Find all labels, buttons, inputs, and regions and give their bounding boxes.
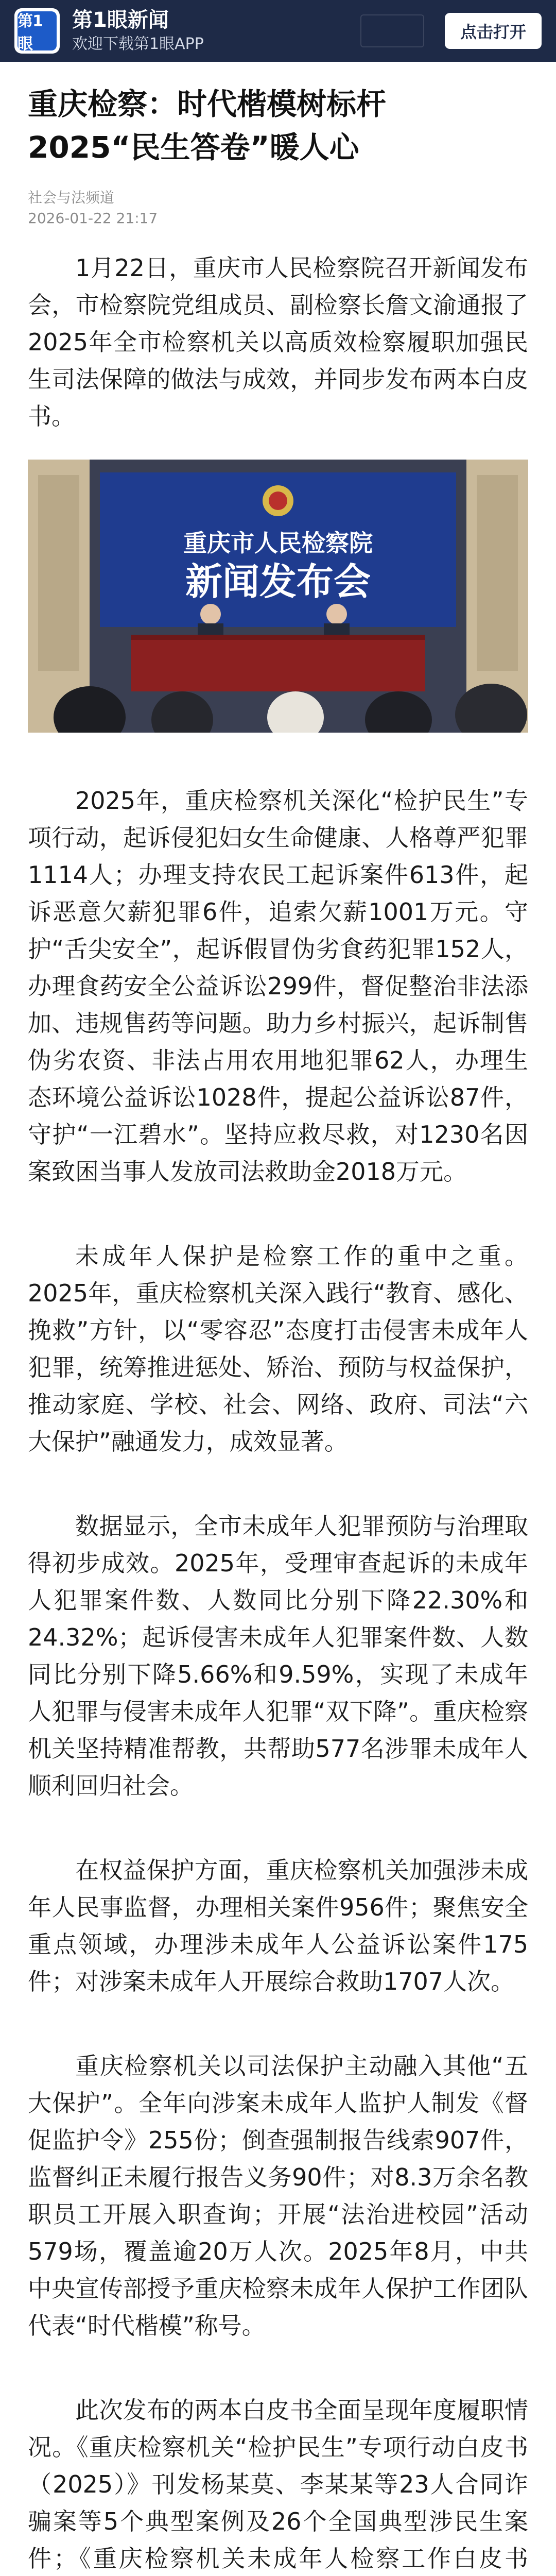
backdrop-subtitle: 新闻发布会 — [185, 560, 371, 603]
paragraph: 重庆检察机关以司法保护主动融入其他“五大保护”。全年向涉案未成年人监护人制发《督促监护令》255份；倒查强制报告线索907件，监督纠正未履行报告义务90件；对8.3万余名教职员工开展入职查询；开展“法治进校园”活动579场，覆盖逾20万人次。2025年8月，中共中央宣传部授予重庆检察未成年人保护工作团队代表“时代楷模”称号。 — [28, 2052, 528, 2340]
press-conference-illustration — [28, 460, 528, 733]
app-name: 第1眼新闻 — [72, 8, 169, 32]
paragraph: 在权益保护方面，重庆检察机关加强涉未成年人民事监督，办理相关案件956件；聚焦安全重点领域，办理涉未成年人公益诉讼案件175件；对涉案未成年人开展综合救助1707人次。 — [28, 1856, 528, 1995]
app-download-banner — [0, 0, 556, 62]
article-title: 重庆检察：时代楷模树标杆 2025“民生答卷”暖人心 — [28, 87, 387, 165]
paragraph: 此次发布的两本白皮书全面呈现年度履职情况。《重庆检察机关“检护民生”专项行动白皮书（2025）》刊发杨某莫、李某某等23人合同诈骗案等5个典型案例及26个全国典型涉民生案件；《重庆检察机关未成年人检察工作白皮书 — [28, 2396, 528, 2572]
press-conference-photo — [28, 460, 528, 733]
article-date: 2026-01-22 21:17 — [28, 210, 158, 227]
backdrop-title: 重庆市人民检察院 — [183, 529, 373, 557]
app-tagline: 欢迎下载第1眼APP — [72, 35, 204, 53]
paragraph: 1月22日，重庆市人民检察院召开新闻发布会，市检察院党组成员、副检察长詹文渝通报了2025年全市检察机关以高质效检察履职加强民生司法保障的做法与成效，并同步发布两本白皮书。 — [28, 254, 528, 430]
app-logo-text: 第1眼 — [18, 11, 57, 50]
article — [0, 62, 556, 2576]
app-info — [72, 8, 360, 54]
article-body — [28, 249, 528, 2576]
app-logo — [14, 8, 60, 54]
open-app-button[interactable]: 点击打开 — [445, 13, 542, 49]
article-source: 社会与法频道 — [28, 189, 115, 206]
paragraph: 数据显示，全市未成年人犯罪预防与治理取得初步成效。2025年，受理审查起诉的未成年人犯罪案件数、人数同比分别下降22.30%和24.32%；起诉侵害未成年人犯罪案件数、人数同比分别下降5.66%和9.59%，实现了未成年人犯罪与侵害未成年人犯罪“双下降”。重庆检察机关坚持精准帮教，共帮助577名涉罪未成年人顺利回归社会。 — [28, 1512, 528, 1800]
paragraph: 未成年人保护是检察工作的重中之重。2025年，重庆检察机关深入践行“教育、感化、挽救”方针，以“零容忍”态度打击侵害未成年人犯罪，统筹推进惩处、矫治、预防与权益保护，推动家庭、学校、社会、网络、政府、司法“六大保护”融通发力，成效显著。 — [28, 1242, 528, 1455]
watermark-logo — [360, 14, 424, 47]
article-meta — [28, 188, 528, 229]
paragraph: 2025年，重庆检察机关深化“检护民生”专项行动，起诉侵犯妇女生命健康、人格尊严犯罪1114人；办理支持农民工起诉案件613件，起诉恶意欠薪犯罪6件，追索欠薪1001万元。守护“舌尖安全”，起诉假冒伪劣食药犯罪152人，办理食药安全公益诉讼299件，督促整治非法添加、违规售药等问题。助力乡村振兴，起诉制售伪劣农资、非法占用农用地犯罪62人，办理生态环境公益诉讼1028件，提起公益诉讼87件，守护“一江碧水”。坚持应救尽救，对1230名因案致困当事人发放司法救助金2018万元。 — [28, 787, 528, 1185]
